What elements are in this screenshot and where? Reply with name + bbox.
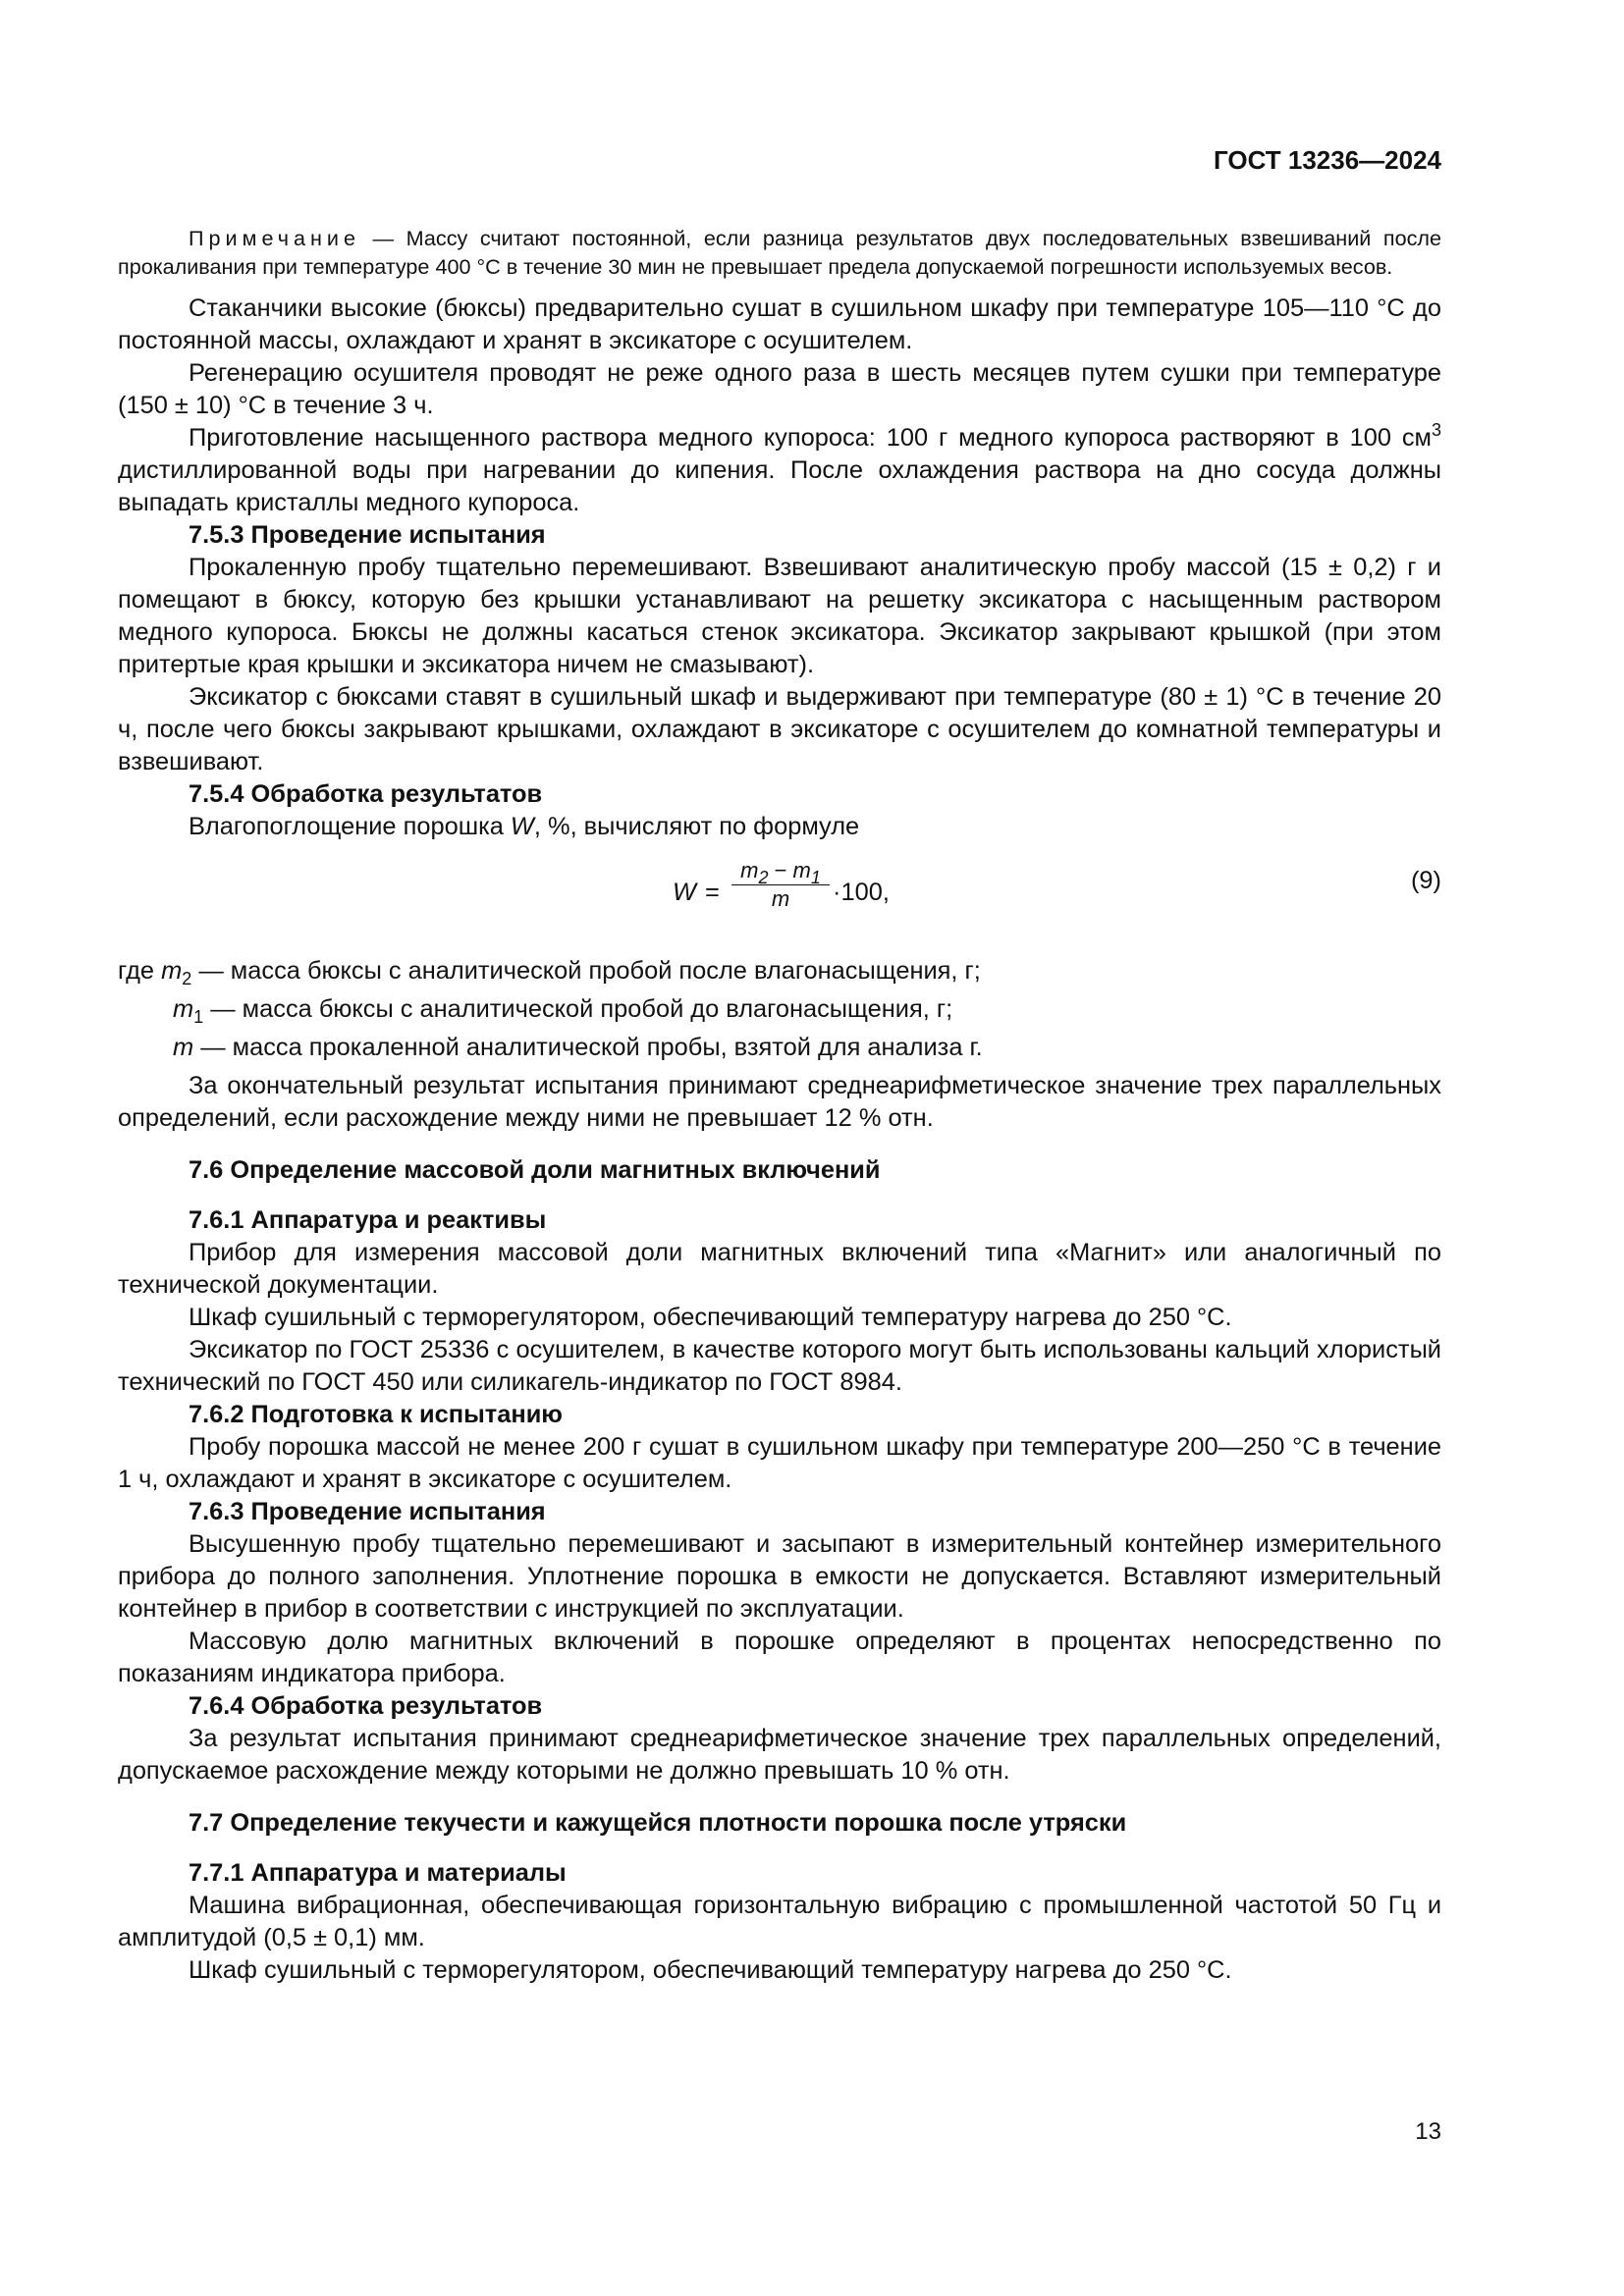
formula-fraction — [731, 857, 830, 913]
heading-7-6-4: 7.6.4 Обработка результатов — [189, 1692, 543, 1720]
formula-number: (9) — [1410, 867, 1441, 894]
definition-m1: $m_1$ — масса бюксы с аналитической пробой до влагонасыщения, г; — [173, 995, 953, 1027]
paragraph-regeneration: Регенерацию осушителя проводят не реже одного раза в шесть месяцев путем сушки при температуре (150 ± 10) °С в течение 3 ч. — [118, 359, 1441, 419]
formula-multiplier: ·100, — [833, 879, 890, 906]
heading-7-5-3: 7.5.3 Проведение испытания — [189, 521, 546, 549]
note-label: Примечание — [189, 226, 360, 250]
definition-m2: где $m_2$ — масса бюксы с аналитической пробой после влагонасыщения, г; — [118, 957, 981, 988]
note-paragraph — [118, 224, 1441, 281]
heading-7-6-3: 7.6.3 Проведение испытания — [189, 1498, 546, 1525]
paragraph-7-5-4-intro: Влагопоглощение порошка W, %, вычисляют по формуле — [189, 813, 860, 840]
paragraph-7-6-2-a: Пробу порошка массой не менее 200 г сушат в сушильном шкафу при температуре 200—250 °С в течение 1 ч, охлаждают и хранят в эксикаторе с осушителем. — [118, 1433, 1441, 1493]
paragraph-7-5-4-final: За окончательный результат испытания принимают среднеарифметическое значение трех параллельных определений, если расхождение между ними не превышает 12 % отн. — [118, 1072, 1441, 1132]
heading-7-6-1: 7.6.1 Аппаратура и реактивы — [189, 1206, 547, 1234]
heading-7-6-2: 7.6.2 Подготовка к испытанию — [189, 1401, 563, 1428]
formula-9 — [118, 857, 1441, 934]
heading-7-7-1: 7.7.1 Аппаратура и материалы — [189, 1859, 567, 1887]
paragraph-7-5-3-a: Прокаленную пробу тщательно перемешивают. Взвешивают аналитическую пробу массой (15 ± 0,2) г и помещают в бюксу, которую без крышки устанавливают на решетку эксикатора с насыщенным раствором медного купороса. Бюксы не должны касаться стенок эксикатора. Эксикатор закрывают крышкой (при этом притертые края крышки и эксикатора ничем не смазывают). — [118, 554, 1441, 678]
heading-7-6: 7.6 Определение массовой доли магнитных включений — [189, 1156, 881, 1184]
paragraph-7-6-1-a: Прибор для измерения массовой доли магнитных включений типа «Магнит» или аналогичный по технической документации. — [118, 1239, 1441, 1299]
variable-definitions — [118, 955, 1441, 1064]
formula-equals: = — [705, 879, 720, 906]
formula-lhs: W — [673, 879, 696, 906]
formula-numerator: $m_2 - m_1$ — [731, 857, 830, 885]
paragraph-7-5-3-b: Эксикатор с бюксами ставят в сушильный шкаф и выдерживают при температуре (80 ± 1) °С в течение 20 ч, после чего бюксы закрывают крышками, охлаждают в эксикаторе с осушителем до комнатной температуры и взвешивают. — [118, 683, 1441, 775]
paragraph-7-6-3-b: Массовую долю магнитных включений в порошке определяют в процентах непосредственно по показаниям индикатора прибора. — [118, 1628, 1441, 1687]
heading-7-5-4: 7.5.4 Обработка результатов — [189, 780, 543, 808]
formula-denominator: m — [771, 886, 790, 911]
page-content — [118, 224, 1441, 1987]
page-number: 13 — [1415, 2118, 1441, 2145]
paragraph-beakers: Стаканчики высокие (бюксы) предварительно сушат в сушильном шкафу при температуре 105—110 °С до постоянной массы, охлаждают и хранят в эксикаторе с осушителем. — [118, 294, 1441, 354]
document-header-code: ГОСТ 13236—2024 — [1214, 145, 1441, 175]
note-text: — Массу считают постоянной, если разница результатов двух последовательных взвешиваний после прокаливания при температуре 400 °С в течение 30 мин не превышает предела допускаемой погрешности используемых весов. — [118, 226, 1441, 279]
paragraph-7-6-1-b: Шкаф сушильный с терморегулятором, обеспечивающий температуру нагрева до 250 °С. — [189, 1304, 1232, 1331]
paragraph-7-6-4-a: За результат испытания принимают среднеарифметическое значение трех параллельных определений, допускаемое расхождение между которыми не должно превышать 10 % отн. — [118, 1725, 1441, 1785]
paragraph-7-7-1-b: Шкаф сушильный с терморегулятором, обеспечивающий температуру нагрева до 250 °С. — [189, 1956, 1232, 1984]
definition-m: m — масса прокаленной аналитической пробы, взятой для анализа г. — [173, 1034, 983, 1061]
heading-7-7: 7.7 Определение текучести и кажущейся плотности порошка после утряски — [189, 1809, 1127, 1837]
paragraph-7-6-3-a: Высушенную пробу тщательно перемешивают и засыпают в измерительный контейнер измерительного прибора до полного заполнения. Уплотнение порошка в емкости не допускается. Вставляют измерительный контейнер в прибор в соответствии с инструкцией по эксплуатации. — [118, 1530, 1441, 1623]
paragraph-solution: Приготовление насыщенного раствора медного купороса: 100 г медного купороса растворяют в 100 $см^3$ дистиллированной воды при нагревании до кипения. После охлаждения раствора на дно сосуда должны выпадать кристаллы медного купороса. — [118, 420, 1441, 516]
paragraph-7-7-1-a: Машина вибрационная, обеспечивающая горизонтальную вибрацию с промышленной частотой 50 Гц и амплитудой (0,5 ± 0,1) мм. — [118, 1892, 1441, 1951]
paragraph-7-6-1-c: Эксикатор по ГОСТ 25336 с осушителем, в качестве которого могут быть использованы кальций хлористый технический по ГОСТ 450 или силикагель-индикатор по ГОСТ 8984. — [118, 1336, 1441, 1396]
